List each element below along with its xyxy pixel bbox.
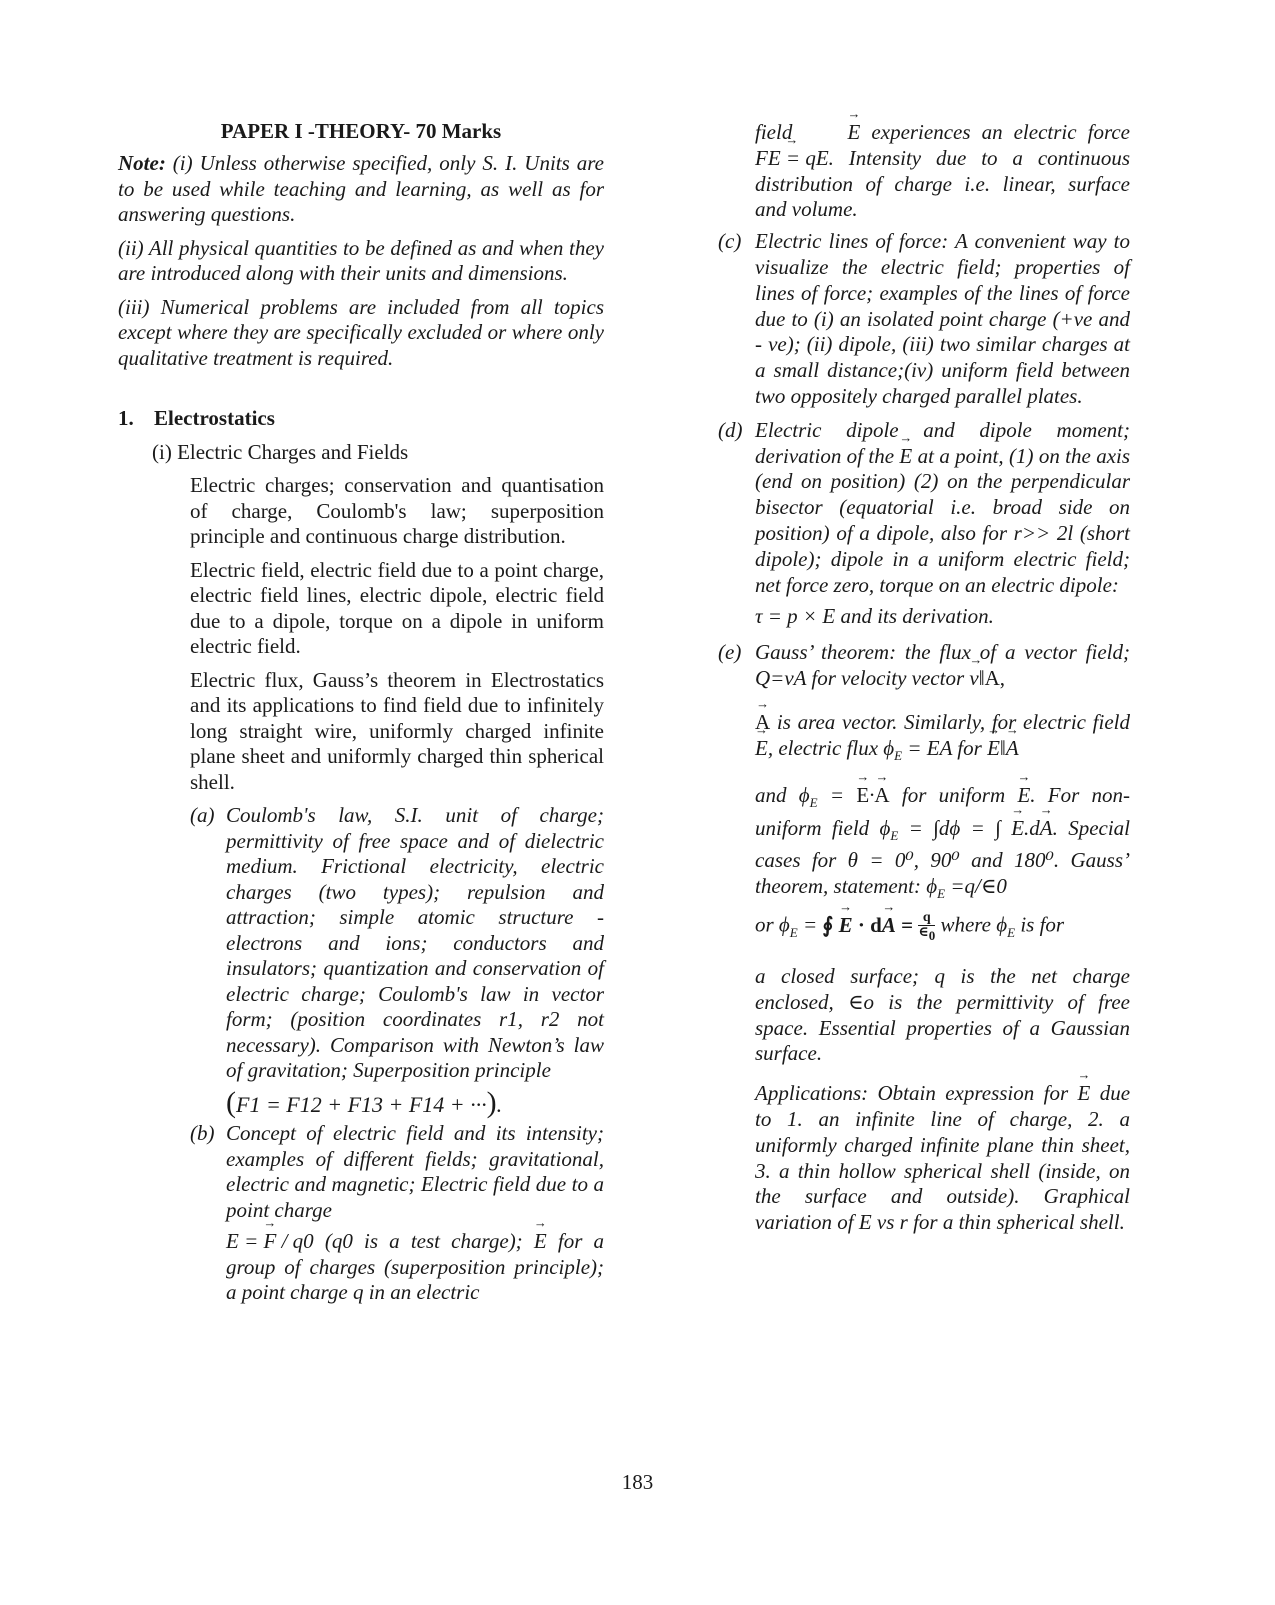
- item-e-text-4: = EA for: [907, 735, 982, 760]
- section-title: Electrostatics: [154, 406, 275, 430]
- uniform-flux-line: and $\phi_E$ = → E·→ A for uniform → E. For non-uniform field $\phi_E = \int d\phi$ = ∫ → E.d→ A. Special cases for θ = 0⁰, 90⁰ and 180⁰. Gauss’ theorem, statement: $\phi_E$ =q/∈0: [755, 783, 1130, 908]
- note-3: (iii) Numerical problems are included from all topics except where they are specifically excluded or where only qualitative treatment is required.: [118, 294, 604, 370]
- item-e-text-3: , electric flux: [767, 735, 879, 760]
- item-d-label: (d): [718, 417, 743, 442]
- item-a-text: Coulomb's law, S.I. unit of charge; permittivity of free space and of dielectric medium. Frictional electricity, electric charges (two types); repulsion and attraction; simple atomic structure - electrons and ions; conductors and insulators; quantization and conservation of electric charge; Coulomb's law in vector form; (position coordinates r1, r2 not necessary). Comparison with Newton’s law of gravitation; Superposition principle: [226, 803, 604, 1082]
- item-b-text-3: for a group of charges (superposition principle); a point charge q in an electric: [226, 1229, 605, 1304]
- item-d: [718, 418, 1130, 630]
- page-title: PAPER I -THEORY- 70 Marks: [220, 119, 502, 143]
- point-charge-field-line: [226, 1229, 604, 1306]
- area-vector-symbol: → A: [755, 710, 770, 736]
- subsection-heading: (i) Electric Charges and Fields: [152, 440, 409, 464]
- velocity-vector-symbol: → v: [969, 666, 978, 692]
- section-number: 1.: [118, 406, 134, 430]
- item-d-text-2: at a point, (1) on the axis (end on position) (2) on the perpendicular bisector (equatorial i.e. broad side on position) of a dipole, also for r>> 2l (short dipole); dipole in a uniform electric field; net force zero, torque on an electric dipole:: [755, 443, 1131, 597]
- left-column: [118, 118, 604, 1306]
- page-number: 183: [621, 1470, 654, 1494]
- item-b-cont-2: experiences an electric: [871, 120, 1077, 144]
- item-b-text-1: Concept of electric field and its intensity; examples of different fields; gravitational, electric and magnetic; Electric field due to a point charge: [226, 1121, 604, 1222]
- item-e-text-1: Gauss’ theorem: the flux of a vector field; Q=vA for velocity vector: [755, 640, 1130, 690]
- item-c-label: (c): [718, 229, 742, 254]
- superposition-formula-text: F1 = F12 + F13 + F14 + ···: [236, 1091, 487, 1117]
- item-b: [190, 1121, 604, 1306]
- force-formula: → FE = qE: [755, 146, 829, 172]
- note-lead: Note:: [118, 151, 166, 175]
- item-c: [718, 229, 1130, 410]
- item-b-cont-1: field: [755, 120, 793, 144]
- item-e-text-2: is area vector. Similarly, for electric field: [776, 709, 1131, 734]
- item-e-text-6: for uniform: [901, 782, 1006, 807]
- item-c-text: Electric lines of force: A convenient way to visualize the electric field; properties of lines of force; examples of the lines of force due to (i) an isolated point charge (+ve and - ve); (ii) dipole, (iii) two similar charges at a small distance;(iv) uniform field between two oppositely charged parallel plates.: [755, 229, 1130, 408]
- applications-paragraph: [755, 1081, 1130, 1236]
- item-d-text-1: Electric dipole and dipole moment; derivation of the: [755, 417, 1130, 468]
- item-b-continued: [755, 120, 1130, 223]
- paragraph-field: Electric field, electric field due to a point charge, electric field lines, electric dipole, electric field due to a dipole, torque on a dipole in uniform electric field.: [190, 557, 604, 658]
- paragraph-charges: Electric charges; conservation and quantisation of charge, Coulomb's law; superposition principle and continuous charge distribution.: [190, 473, 604, 548]
- item-e-text-10: where: [940, 912, 991, 937]
- torque-formula: τ = p × E: [755, 604, 836, 629]
- item-a-label: (a): [190, 803, 215, 827]
- torque-line: [755, 604, 1130, 630]
- field-vector-symbol-7: → E: [1078, 1081, 1091, 1107]
- right-column: [718, 118, 1130, 1236]
- note-2: (ii) All physical quantities to be defined as and when they are introduced along with their units and dimensions.: [118, 235, 604, 285]
- item-a: [190, 803, 604, 1117]
- superposition-formula: (F1 = F12 + F13 + F14 + ···).: [226, 1085, 503, 1119]
- item-b-cont-4: . Intensity due to a continuous distribution of charge i.e. linear, surface and volume.: [755, 145, 1130, 222]
- section-heading: [118, 405, 604, 431]
- note-1: [118, 151, 604, 228]
- field-vector-symbol-6: → E: [1017, 783, 1030, 809]
- paragraph-flux: Electric flux, Gauss’s theorem in Electrostatics and its applications to find field due to infinitely long straight wire, uniformly charged infinite plane sheet and uniformly charged thin spherical shell.: [190, 667, 604, 794]
- field-vector-symbol-5: → E: [987, 736, 1000, 762]
- item-b-cont-3: force: [1087, 120, 1130, 144]
- field-vector-symbol: → E: [534, 1229, 547, 1255]
- item-e-label: (e): [718, 640, 742, 665]
- item-e-text-9: =q/∈0: [950, 874, 1007, 899]
- item-e: (e) Gauss’ theorem: the flux of a vector field; Q=vA for velocity vector → v‖A, → A is area vector. Similarly, for electric field → E, electric flux $\phi_E$ = EA for → E‖→ A and $\phi_E$ = → E·→ A for uniform → E. For non-uniform field $\phi_E = \int d\phi$ = ∫ → E.d→ A. Special cases for θ = 0⁰, 90⁰ and 180⁰. Gauss’ theorem, statement: $\phi_E$ =q/∈0 or $\phi_E$ = ∮ → E · d→ A = $\frac{q}{\in_0}$ where $\phi_E$ is for a closed surface; q is the net charge enclosed, ∈o is the permittivity of free space. Essential properties of a Gaussian surface. Applications: Obtain expression for → E due to 1. an infinite line of charge, 2. a uniformly charged infinite plane thin sheet, 3. a thin hollow spherical shell (inside, on the surface and outside). Graphical variation of E vs r for a thin spherical shell.: [718, 640, 1130, 1236]
- applications-text: due to 1. an infinite line of charge, 2. a uniformly charged infinite plane thin sheet, 3. a thin hollow spherical shell (inside, on the surface and outside). Graphical variation of E vs r for a thin spherical shell.: [755, 1081, 1131, 1235]
- gauss-formula-line: or $\phi_E$ = ∮ → E · d→ A = $\frac{q}{\in_0}$ where $\phi_E$ is for: [755, 911, 1130, 946]
- area-vector-symbol-2: → A: [1006, 736, 1019, 762]
- point-charge-formula: → E = F / q0: [226, 1229, 314, 1255]
- applications-lead: Applications: Obtain expression for: [755, 1081, 1069, 1106]
- item-b-label: (b): [190, 1121, 215, 1145]
- field-vector-symbol-2: → E: [848, 120, 861, 146]
- item-b-text-2: (q0 is a test charge);: [324, 1229, 523, 1253]
- field-vector-symbol-4: → E: [755, 736, 768, 762]
- item-e-text-11: is for: [1020, 912, 1065, 937]
- item-e-text-8: . Special cases for θ = 0⁰, 90⁰ and 180⁰. Gauss’ theorem, statement:: [755, 815, 1131, 899]
- area-vector-line: → A is area vector. Similarly, for electric field → E, electric flux $\phi_E$ = EA for → E‖→ A: [755, 710, 1130, 769]
- field-vector-symbol-3: → E: [899, 444, 912, 470]
- note-1-text: (i) Unless otherwise specified, only S. I. Units are to be used while teaching and learning, as well as for answering questions.: [118, 151, 604, 226]
- item-e-text-5: and: [755, 782, 787, 807]
- item-e-text-7: . For non-uniform field: [755, 782, 1131, 840]
- item-d-text-3: and its derivation.: [840, 604, 994, 629]
- item-e-text-12: a closed surface; q is the net charge enclosed, ∈o is the permittivity of free space. Essential properties of a Gaussian surface.: [755, 963, 1130, 1066]
